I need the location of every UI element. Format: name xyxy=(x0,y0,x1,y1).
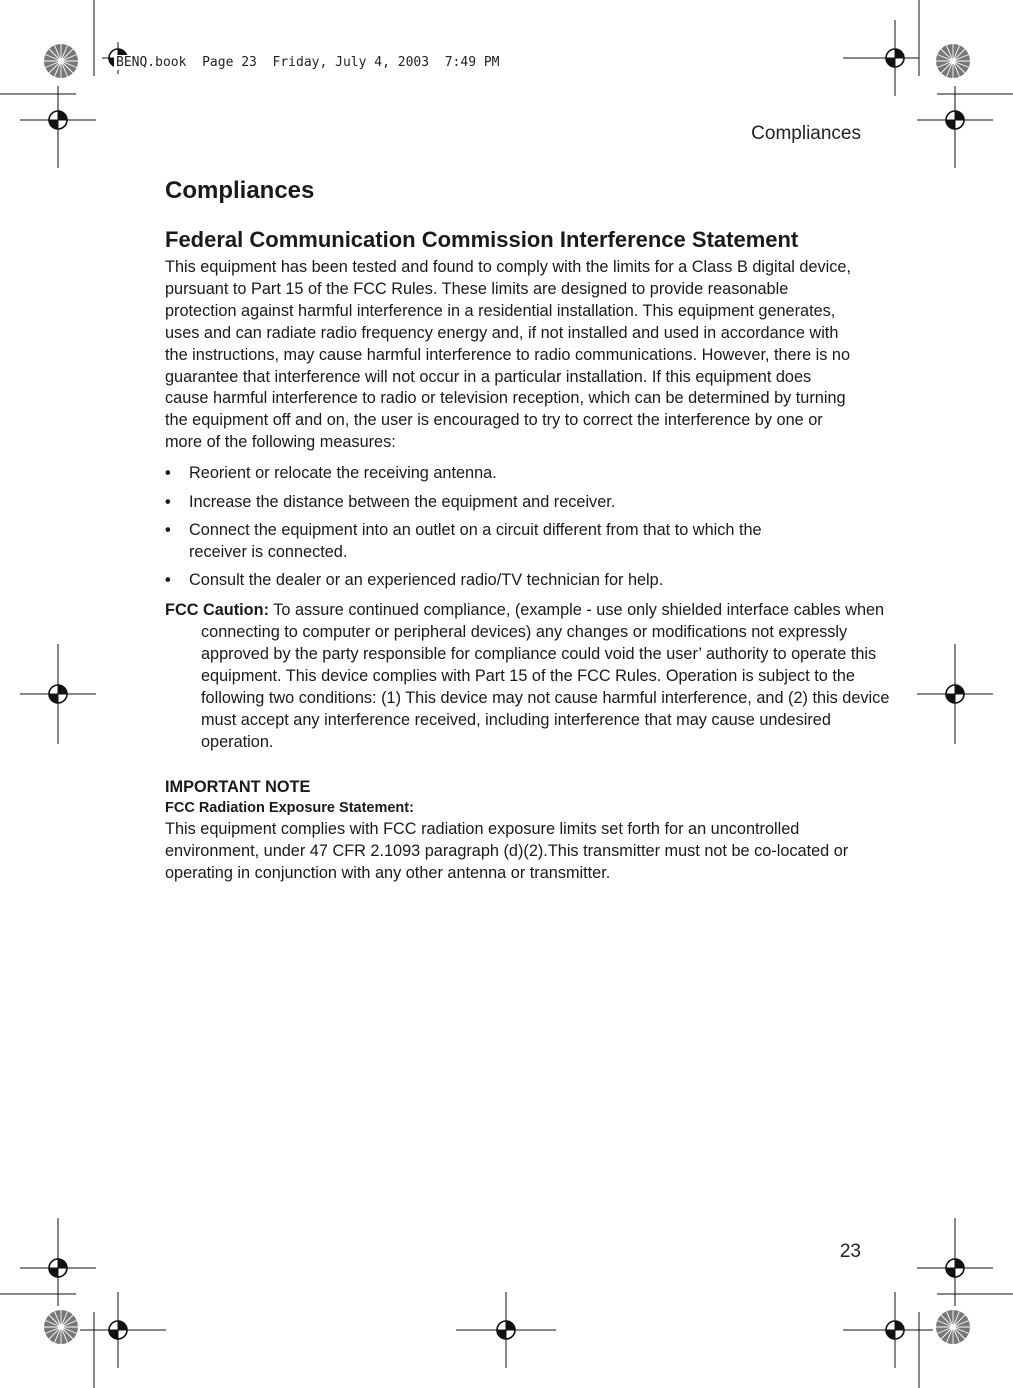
radiation-exposure-heading: FCC Radiation Exposure Statement: xyxy=(165,799,414,816)
print-info-stamp: BENQ.book Page 23 Friday, July 4, 2003 7:49 PM xyxy=(116,55,500,70)
starburst-mark-bottom-left xyxy=(44,1310,78,1344)
list-item xyxy=(165,463,829,485)
section-title: Compliances xyxy=(165,177,315,204)
list-item xyxy=(165,570,829,592)
running-head: Compliances xyxy=(751,123,861,144)
list-item xyxy=(165,520,829,564)
measure-text: Increase the distance between the equipment and receiver. xyxy=(189,492,616,511)
measures-list xyxy=(165,463,895,592)
radiation-exposure-paragraph: This equipment complies with FCC radiation exposure limits set forth for an uncontrolled environment, under 47 CFR 2.1093 paragraph (d)(2).This transmitter must not be co-located or operating in conjunction with any other antenna or transmitter. xyxy=(165,819,849,882)
starburst-mark-bottom-right xyxy=(936,1310,970,1344)
bullet-icon: • xyxy=(165,492,171,511)
measure-text: Connect the equipment into an outlet on a circuit different from that to which the receiver is connected. xyxy=(189,520,762,561)
fcc-caution-paragraph xyxy=(165,599,901,753)
fcc-intro-paragraph: This equipment has been tested and found to comply with the limits for a Class B digital device, pursuant to Part 15 of the FCC Rules. These limits are designed to provide reasonable protection against harmful interference in a residential installation. This equipment generates, uses and can radiate radio frequency energy and, if not installed and used in accordance with the instructions, may cause harmful interference to radio communications. However, there is no guarantee that interference will not occur in a particular installation. If this equipment does cause harmful interference to radio or television reception, which can be determined by turning the equipment off and on, the user is encouraged to try to correct the interference by one or more of the following measures: xyxy=(165,258,851,452)
fcc-caution-text: To assure continued compliance, (example - use only shielded interface cables when connecting to computer or peripheral devices) any changes or modifications not expressly approved by the party responsible for compliance could void the user’ authority to operate this equipment. This device complies with Part 15 of the FCC Rules. Operation is subject to the following two conditions: (1) This device may not cause harmful interference, and (2) this device must accept any interference received, including interference that may cause undesired operation. xyxy=(201,600,890,751)
measure-text: Reorient or relocate the receiving antenna. xyxy=(189,464,497,483)
starburst-mark-top-left xyxy=(44,44,78,78)
bullet-icon: • xyxy=(165,464,171,483)
fcc-statement-title: Federal Communication Commission Interference Statement xyxy=(165,227,799,252)
page-number: 23 xyxy=(839,1241,861,1262)
bullet-icon: • xyxy=(165,571,171,590)
bullet-icon: • xyxy=(165,520,171,539)
list-item xyxy=(165,492,829,514)
starburst-mark-top-right xyxy=(936,44,970,78)
page-content xyxy=(165,175,895,884)
important-note-heading: IMPORTANT NOTE xyxy=(165,777,311,796)
fcc-caution-label: FCC Caution: xyxy=(165,600,269,619)
measure-text: Consult the dealer or an experienced radio/TV technician for help. xyxy=(189,571,664,590)
